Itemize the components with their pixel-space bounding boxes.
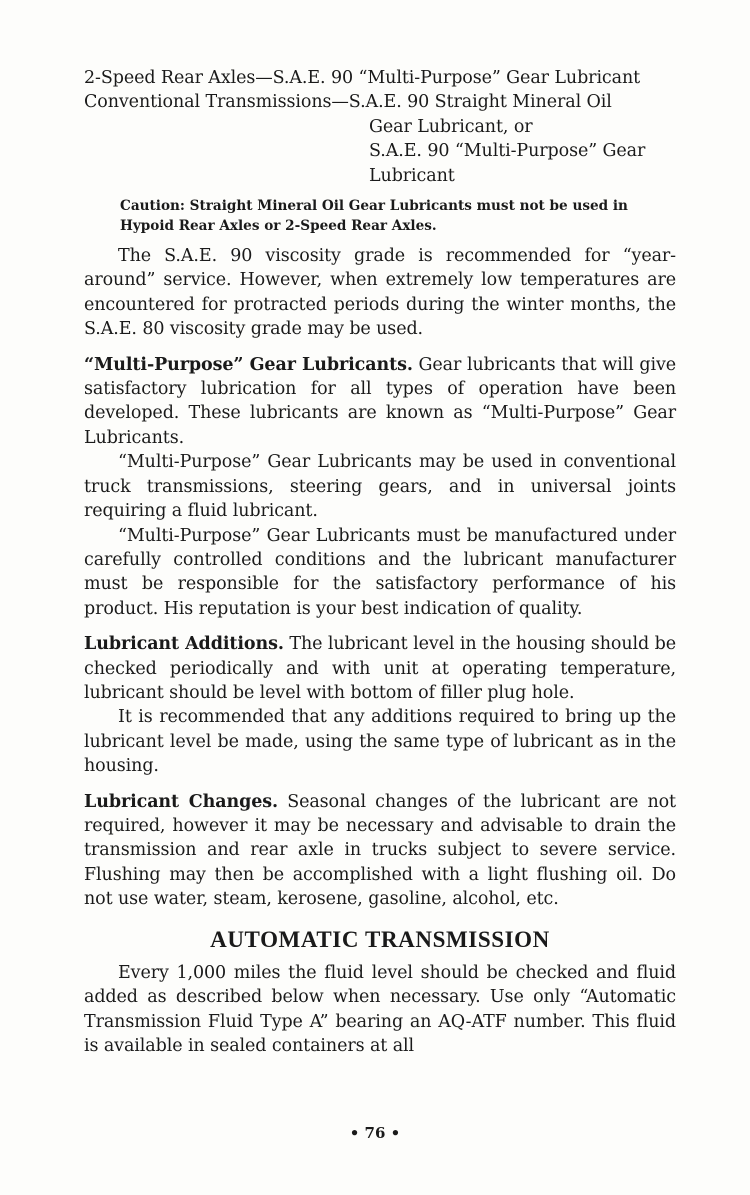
automatic-transmission-paragraph: Every 1,000 miles the fluid level should be checked and fluid added as described below when necessary. Use only “Automatic Transmission Fluid Type A” bearing an AQ-ATF number. This fluid is available in sealed containers at all: [84, 963, 676, 1057]
section-title: AUTOMATIC TRANSMISSION: [210, 926, 550, 952]
spec-continuation: Lubricant: [369, 165, 455, 186]
additions-text: The lubricant level in the housing should be checked periodically and with unit at operating temperature, lubricant should be level with bottom of filler plug hole.: [84, 634, 676, 703]
multipurpose-heading: “Multi-Purpose” Gear Lubricants.: [84, 354, 413, 375]
additions-recommendation-paragraph: It is recommended that any additions required to bring up the lubricant level be made, using the same type of lubricant as in the housing.: [84, 707, 676, 777]
additions-paragraph: [84, 632, 676, 705]
multipurpose-paragraph: [84, 353, 676, 451]
lubricant-spec-list: [84, 66, 676, 188]
caution-note: Caution: Straight Mineral Oil Gear Lubricants must not be used in Hypoid Rear Axles or 2-Speed Rear Axles.: [120, 198, 628, 235]
spec-continuation: S.A.E. 90 “Multi-Purpose” Gear: [369, 141, 646, 162]
multipurpose-usage-paragraph: “Multi-Purpose” Gear Lubricants may be used in conventional truck transmissions, steering gears, and in universal joints requiring a fluid lubricant.: [84, 452, 676, 522]
page-number: • 76 •: [349, 1124, 401, 1142]
spec-conventional-transmissions: Conventional Transmissions—S.A.E. 90 Straight Mineral Oil: [84, 92, 612, 113]
changes-text: Seasonal changes of the lubricant are not required, however it may be necessary and advisable to drain the transmission and rear axle in trucks subject to severe service. Flushing may then be accomplished with a light flushing oil. Do not use water, steam, kerosene, gasoline, alcohol, etc.: [84, 791, 676, 910]
spec-rear-axles: 2-Speed Rear Axles—S.A.E. 90 “Multi-Purpose” Gear Lubricant: [84, 68, 641, 88]
viscosity-paragraph: The S.A.E. 90 viscosity grade is recommended for “year-around” service. However, when extremely low temperatures are encountered for protracted periods during the winter months, the S.A.E. 80 viscosity grade may be used.: [84, 246, 676, 340]
page-body: [84, 66, 676, 1059]
changes-paragraph: [84, 790, 676, 912]
additions-heading: Lubricant Additions.: [84, 634, 284, 655]
multipurpose-text: Gear lubricants that will give satisfactory lubrication for all types of operation have been developed. These lubricants are known as “Multi-Purpose” Gear Lubricants.: [84, 354, 676, 448]
changes-heading: Lubricant Changes.: [84, 791, 278, 812]
multipurpose-manufacture-paragraph: “Multi-Purpose” Gear Lubricants must be manufactured under carefully controlled conditions and the lubricant manufacturer must be responsible for the satisfactory performance of his product. His reputation is your best indication of quality.: [84, 525, 676, 619]
spec-continuation: Gear Lubricant, or: [369, 116, 533, 137]
